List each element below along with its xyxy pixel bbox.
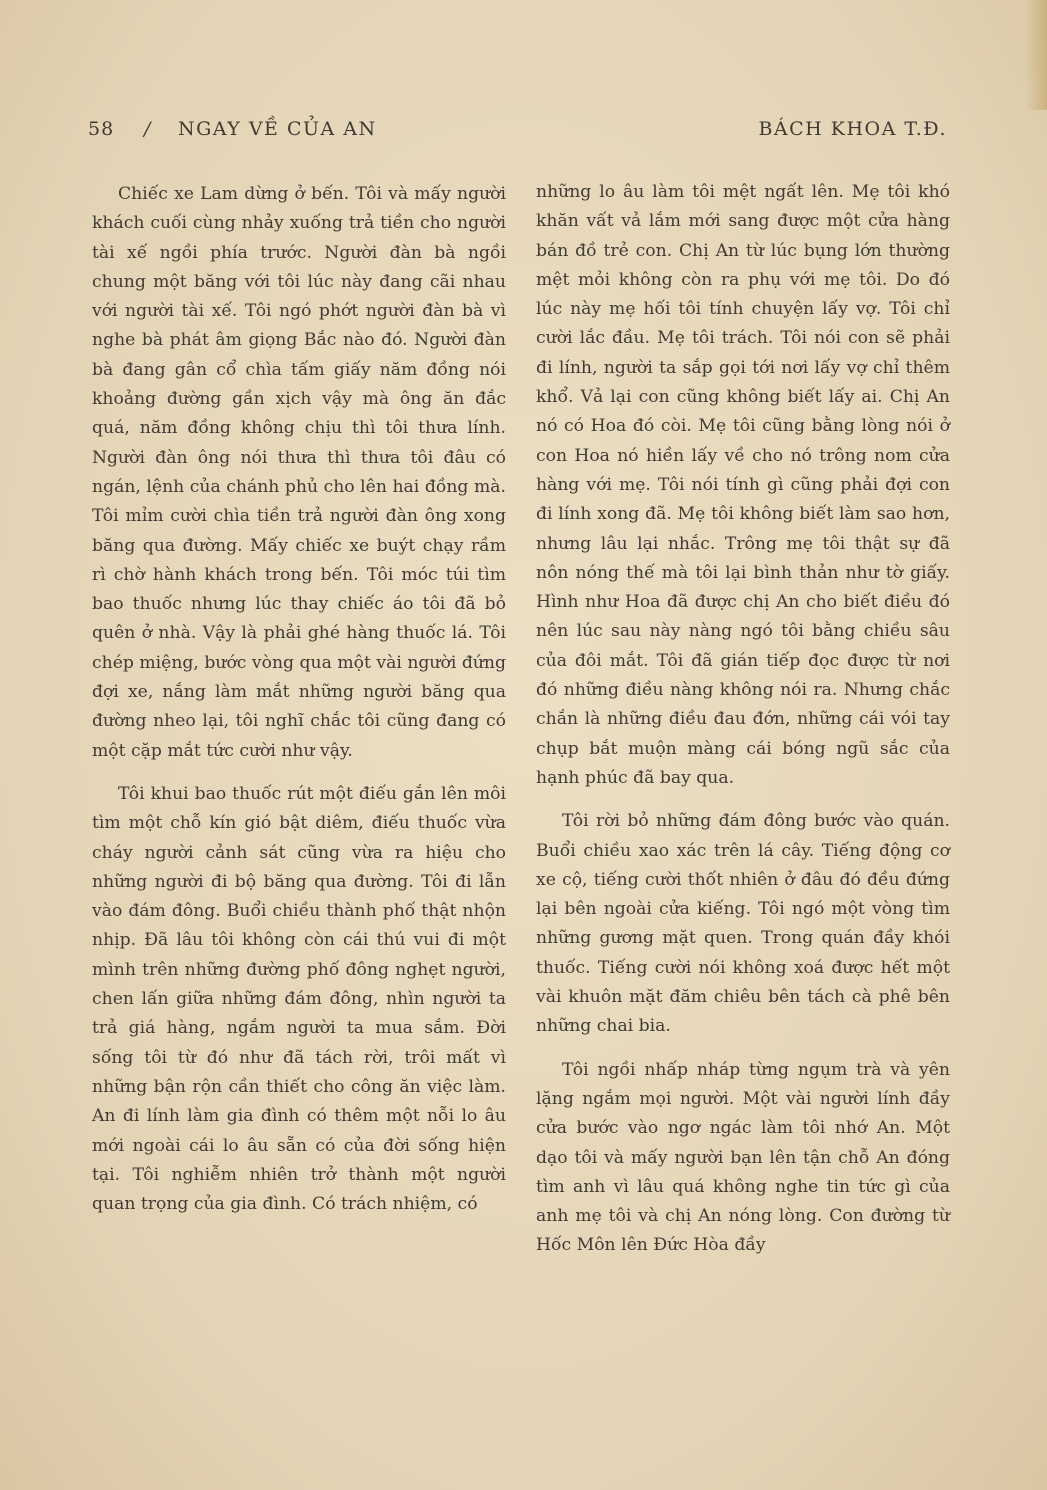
left-column [92, 180, 506, 1219]
running-title: NGAY VỀ CỦA AN [178, 118, 377, 140]
paragraph: Tôi khui bao thuốc rút một điếu gắn lên môi tìm một chỗ kín gió bật diêm, điếu thuốc vừa cháy người cảnh sát cũng vừa ra hiệu cho những người đi bộ băng qua đường. Tôi đi lẫn vào đám đông. Buổi chiều thành phố thật nhộn nhịp. Đã lâu tôi không còn cái thú vui đi một mình trên những đường phố đông nghẹt người, chen lấn giữa những đám đông, nhìn người ta trả giá hàng, ngắm người ta mua sắm. Đời sống tôi từ đó như đã tách rời, trôi mất vì những bận rộn cần thiết cho công ăn việc làm. An đi lính làm gia đình có thêm một nỗi lo âu mới ngoài cái lo âu sẵn có của đời sống hiện tại. Tôi nghiễm nhiên trở thành một người quan trọng của gia đình. Có trách nhiệm, có [92, 783, 506, 1215]
header-separator: / [144, 118, 152, 140]
paragraph: Tôi rời bỏ những đám đông bước vào quán. Buổi chiều xao xác trên lá cây. Tiếng động cơ xe cộ, tiếng cười thốt nhiên ở đâu đó đều đứng lại bên ngoài cửa kiếng. Tôi ngó một vòng tìm những gương mặt quen. Trong quán đầy khói thuốc. Tiếng cười nói không xoá được hết một vài khuôn mặt đăm chiêu bên tách cà phê bên những chai bia. [536, 811, 950, 1037]
paragraph: những lo âu làm tôi mệt ngất lên. Mẹ tôi khó khăn vất vả lắm mới sang được một cửa hàng bán đồ trẻ con. Chị An từ lúc bụng lớn thường mệt mỏi không còn ra phụ với mẹ tôi. Do đó lúc này mẹ hối tôi tính chuyện lấy vợ. Tôi chỉ cười lắc đầu. Mẹ tôi trách. Tôi nói con sẽ phải đi lính, người ta sắp gọi tới nơi lấy vợ chỉ thêm khổ. Vả lại con cũng không biết lấy ai. Chị An nó có Hoa đó còi. Mẹ tôi cũng bằng lòng nói ở con Hoa nó hiền lấy về cho nó trông nom cửa hàng với mẹ. Tôi nói tính gì cũng phải đợi con đi lính xong đã. Mẹ tôi không biết làm sao hơn, nhưng lâu lại nhắc. Trông mẹ tôi thật sự đã nôn nóng thế mà tôi lại bình thản như tờ giấy. Hình như Hoa đã được chị An cho biết điều đó nên lúc sau này nàng ngó tôi bằng chiều sâu của đôi mắt. Tôi đã gián tiếp đọc được từ nơi đó những điều nàng không nói ra. Nhưng chắc chắn là những điều đau đớn, những cái vói tay chụp bắt muộn màng cái bóng ngũ sắc của hạnh phúc đã bay qua. [536, 182, 950, 788]
paragraph: Tôi ngồi nhấp nháp từng ngụm trà và yên lặng ngắm mọi người. Một vài người lính đầy cửa bước vào ngơ ngác làm tôi nhớ An. Một dạo tôi và mấy người bạn lên tận chỗ An đóng tìm anh vì lâu quá không nghe tin tức gì của anh mẹ tôi và chị An nóng lòng. Con đường từ Hốc Môn lên Đức Hòa đầy [536, 1059, 950, 1256]
page-edge-stain [1025, 0, 1047, 110]
page-header [88, 118, 947, 148]
paragraph: Chiếc xe Lam dừng ở bến. Tôi và mấy người khách cuối cùng nhảy xuống trả tiền cho người tài xế ngồi phía trước. Người đàn bà ngồi chung một băng với tôi lúc này đang cãi nhau với người tài xế. Tôi ngó phớt người đàn bà vì nghe bà phát âm giọng Bắc nào đó. Người đàn bà đang gân cổ chìa tấm giấy năm đồng nói khoảng đường gần xịch vậy mà ông ăn đắc quá, năm đồng không chịu thì tôi thưa lính. Người đàn ông nói thưa thì thưa tôi đâu có ngán, lệnh của chánh phủ cho lên hai đồng mà. Tôi mỉm cười chìa tiền trả người đàn ông xong băng qua đường. Mấy chiếc xe buýt chạy rầm rì chờ hành khách trong bến. Tôi móc túi tìm bao thuốc nhưng lúc thay chiếc áo tôi đã bỏ quên ở nhà. Vậy là phải ghé hàng thuốc lá. Tôi chép miệng, bước vòng qua một vài người đứng đợi xe, nắng làm mắt những người băng qua đường nheo lại, tôi nghĩ chắc tôi cũng đang có một cặp mắt tức cười như vậy. [92, 184, 506, 761]
page-number: 58 [88, 118, 115, 140]
journal-name: BÁCH KHOA T.Đ. [758, 118, 947, 140]
right-column [536, 180, 950, 1261]
